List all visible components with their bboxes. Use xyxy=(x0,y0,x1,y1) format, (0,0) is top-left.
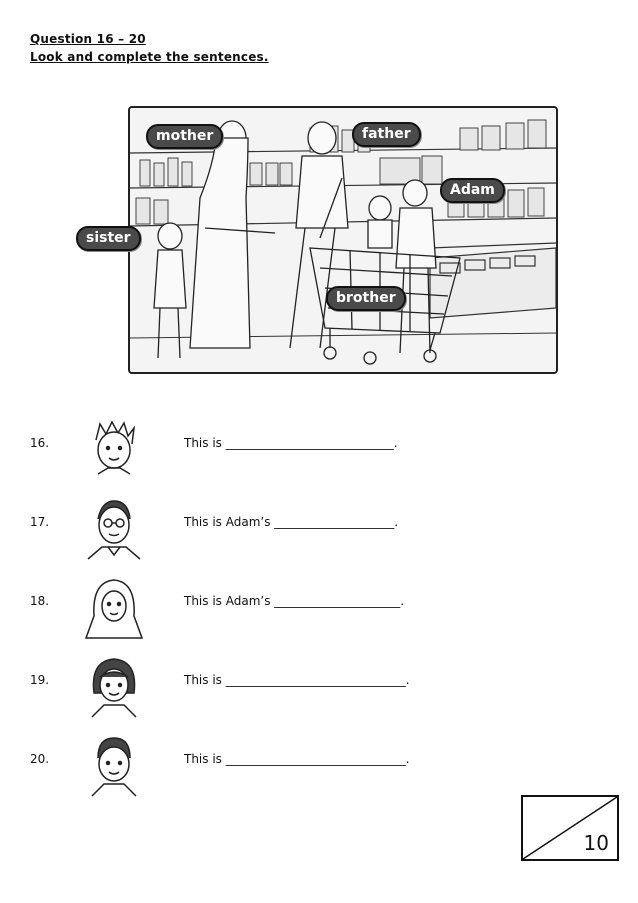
question-number: 17. xyxy=(30,515,50,529)
sentence-blank: This is Adam’s _____________________. xyxy=(184,594,405,608)
supermarket-family-illustration xyxy=(128,106,558,374)
label-mother: mother xyxy=(146,124,223,149)
question-20 xyxy=(30,734,590,804)
girl-short-hair-icon xyxy=(82,655,146,719)
sentence-blank: This is ______________________________. xyxy=(184,673,410,687)
boy-spiky-hair-icon xyxy=(82,418,146,482)
instruction-heading: Look and complete the sentences. xyxy=(30,50,269,64)
question-number: 18. xyxy=(30,594,50,608)
question-16 xyxy=(30,418,590,488)
label-father: father xyxy=(352,122,421,147)
sentence-blank: This is ______________________________. xyxy=(184,752,410,766)
question-number: 19. xyxy=(30,673,50,687)
score-box xyxy=(521,795,619,861)
boy-short-hair-icon xyxy=(82,734,146,798)
question-17 xyxy=(30,497,590,567)
question-18 xyxy=(30,576,590,646)
question-19 xyxy=(30,655,590,725)
label-brother: brother xyxy=(326,286,406,311)
total-marks: 10 xyxy=(583,831,609,855)
sentence-blank: This is ____________________________. xyxy=(184,436,398,450)
sentence-blank: This is Adam’s ____________________. xyxy=(184,515,399,529)
question-number: 20. xyxy=(30,752,50,766)
woman-headscarf-icon xyxy=(82,576,146,640)
label-adam: Adam xyxy=(440,178,505,203)
man-glasses-icon xyxy=(82,497,146,561)
question-range-heading: Question 16 – 20 xyxy=(30,32,146,46)
question-number: 16. xyxy=(30,436,50,450)
label-sister: sister xyxy=(76,226,141,251)
